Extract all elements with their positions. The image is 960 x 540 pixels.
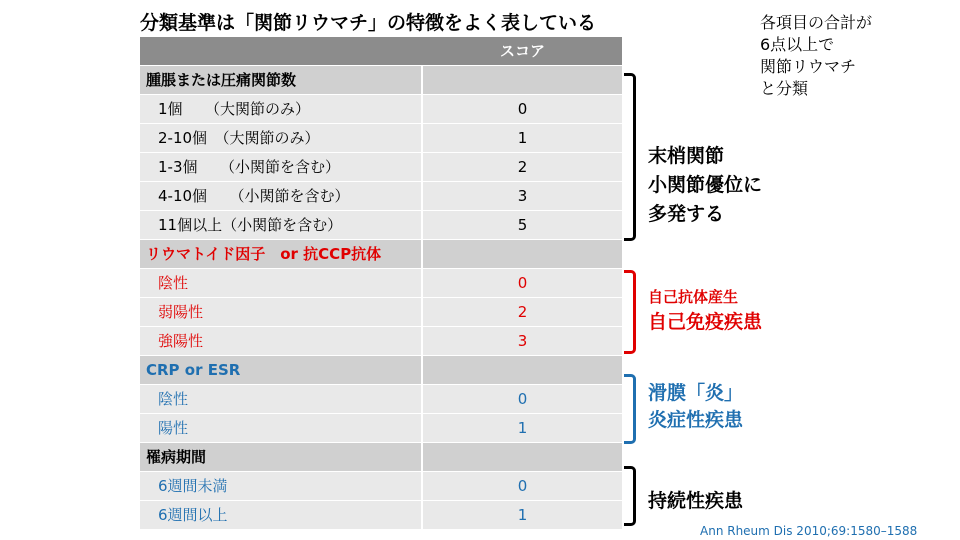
table-row: 陽性 1 <box>140 414 622 443</box>
score-header: スコア <box>423 37 622 65</box>
group-label-autoantibody-small: 自己抗体産生 <box>648 288 739 306</box>
table-row: 1個 （大関節のみ） 0 <box>140 95 622 124</box>
section-crp-esr: CRP or ESR <box>140 356 622 385</box>
table-row: 6週間以上 1 <box>140 501 622 530</box>
group-label-inflammation: 滑膜「炎」 炎症性疾患 <box>648 382 744 431</box>
table-row: 6週間未満 0 <box>140 472 622 501</box>
table-row: 陰性 0 <box>140 269 622 298</box>
bracket-crp <box>624 374 636 444</box>
table-header <box>140 37 622 66</box>
table-row: 強陽性 3 <box>140 327 622 356</box>
table-row: 弱陽性 2 <box>140 298 622 327</box>
table-row: 1-3個 （小関節を含む） 2 <box>140 153 622 182</box>
group-label-joints: 末梢関節 小関節優位に 多発する <box>648 145 763 225</box>
table-row: 4-10個 （小関節を含む） 3 <box>140 182 622 211</box>
table-row: 11個以上（小関節を含む） 5 <box>140 211 622 240</box>
group-label-autoimmune: 自己免疫疾患 <box>648 311 763 333</box>
table-row: 陰性 0 <box>140 385 622 414</box>
citation: Ann Rheum Dis 2010;69:1580–1588 <box>700 524 918 538</box>
bracket-duration <box>624 466 636 526</box>
table-row: 2-10個 （大関節のみ） 1 <box>140 124 622 153</box>
group-label-persistent: 持続性疾患 <box>648 490 744 512</box>
bracket-joints <box>624 73 636 241</box>
scoring-note: 各項目の合計が 6点以上で 関節リウマチ と分類 <box>760 13 873 98</box>
section-joints: 腫脹または圧痛関節数 <box>140 66 622 95</box>
slide-title: 分類基準は「関節リウマチ」の特徴をよく表している <box>140 12 597 34</box>
criteria-table <box>140 37 622 530</box>
section-duration: 罹病期間 <box>140 443 622 472</box>
section-antibody: リウマトイド因子 or 抗CCP抗体 <box>140 240 622 269</box>
bracket-antibody <box>624 270 636 354</box>
